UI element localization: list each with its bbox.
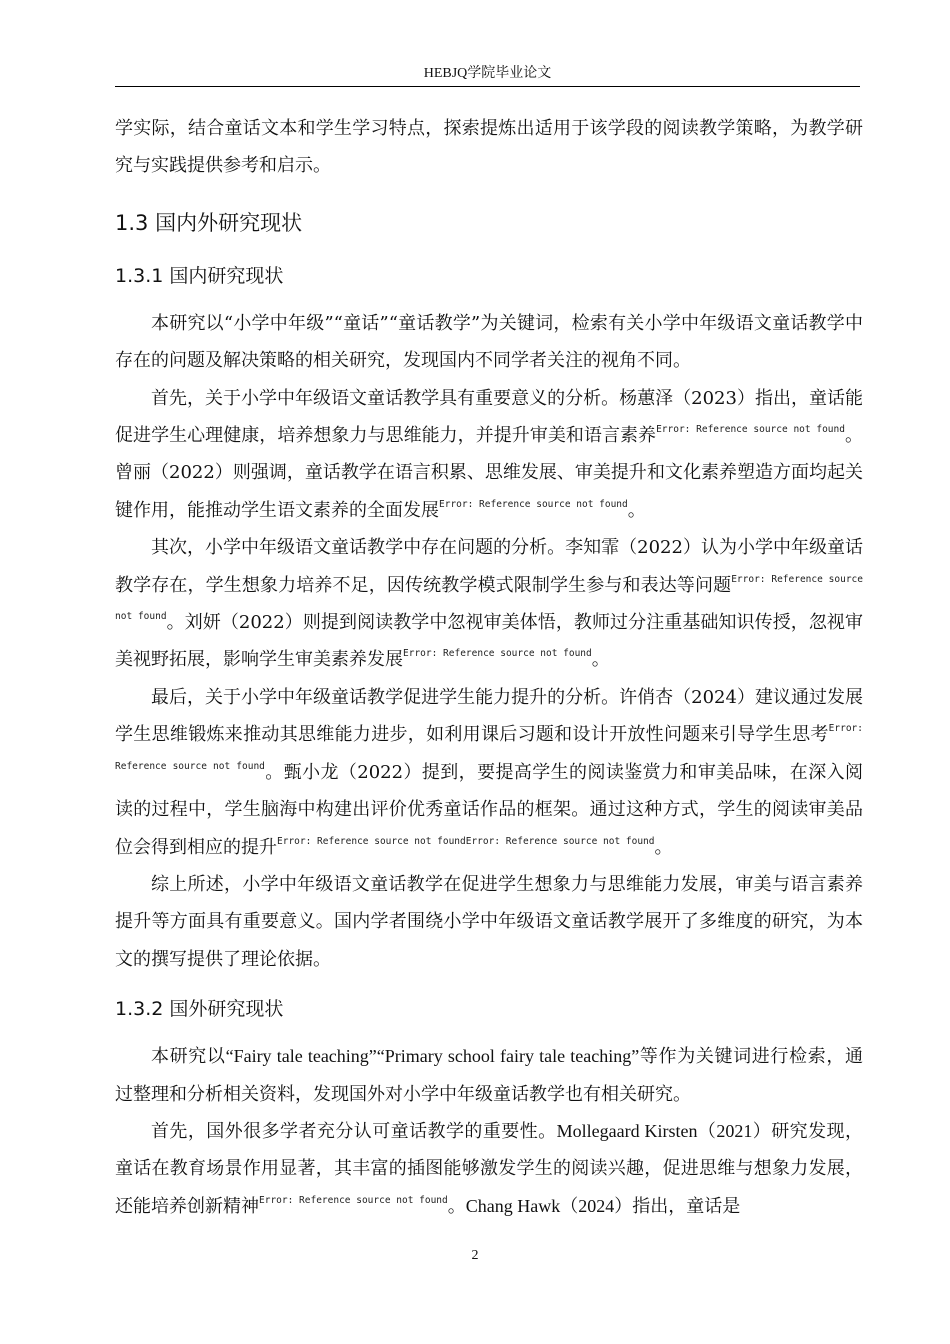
- section-heading-1-3-2: 1.3.2 国外研究现状: [115, 998, 284, 1021]
- reference-error[interactable]: Error: Reference source not found: [439, 498, 628, 510]
- paragraph-text: 。甄小龙（2022）提到，要提高学生的阅读鉴赏力和审美品味，在深入阅读的过程中，学生脑海中构建出评价优秀童话作品的框架。通过这种方式，学生的阅读审美品位会得到相应的提升: [115, 761, 863, 858]
- paragraph-text: 。: [627, 499, 646, 521]
- paragraph: [115, 679, 863, 866]
- paragraph: [115, 529, 863, 679]
- paragraph-text: 最后，关于小学中年级童话教学促进学生能力提升的分析。许俏杏（2024）建议通过发展学生思维锻炼来推动其思维能力进步，如利用课后习题和设计开放性问题来引导学生思考: [115, 686, 863, 746]
- section-heading-1-3: 1.3 国内外研究现状: [115, 210, 303, 235]
- paragraph: 本研究以“Fairy tale teaching”“Primary school fairy tale teaching”等作为关键词进行检索，通过整理和分析相关资料，发现国外对小学中年级童话教学也有相关研究。: [115, 1046, 863, 1104]
- paragraph-text: 。曾丽（2022）则强调，童话教学在语言积累、思维发展、审美提升和文化素养塑造方面均起关键作用，能推动学生语文素养的全面发展: [115, 425, 864, 521]
- running-header: HEBJQ学院毕业论文: [423, 66, 552, 81]
- reference-error[interactable]: Error: Reference source not found: [403, 648, 592, 660]
- reference-error-double[interactable]: Error: Reference source not foundError: Reference source not found: [277, 835, 655, 847]
- paragraph-text: 。: [591, 649, 610, 671]
- paragraph-text: 首先，关于小学中年级语文童话教学具有重要意义的分析。杨蕙泽（2023）指出，童话能促进学生心理健康，培养想象力与思维能力，并提升审美和语言素养: [115, 387, 863, 447]
- header-divider: [115, 86, 860, 87]
- paragraph: 学实际，结合童话文本和学生学习特点，探索提炼出适用于该学段的阅读教学策略，为教学研究与实践提供参考和启示。: [115, 118, 863, 177]
- page-number: 2: [471, 1248, 479, 1263]
- reference-error[interactable]: Error: Reference source not found: [656, 424, 845, 436]
- section-heading-1-3-1: 1.3.1 国内研究现状: [115, 264, 284, 287]
- paragraph-text: 其次，小学中年级语文童话教学中存在问题的分析。李知霏（2022）认为小学中年级童话教学存在，学生想象力培养不足，因传统教学模式限制学生参与和表达等问题: [115, 537, 863, 596]
- paragraph-text: 。刘妍（2022）则提到阅读教学中忽视审美体悟，教师过分注重基础知识传授，忽视审美视野拓展，影响学生审美素养发展: [115, 612, 863, 671]
- paragraph-text: 。: [654, 836, 673, 858]
- reference-error[interactable]: Error: Reference source not found: [115, 723, 863, 772]
- paragraph: [115, 380, 863, 530]
- paragraph-text: 。Chang Hawk（2024）指出，童话是: [447, 1195, 741, 1216]
- paragraph: [115, 1113, 863, 1225]
- reference-error[interactable]: Error: Reference source not found: [259, 1194, 448, 1206]
- reference-error[interactable]: Error: Reference source not found: [115, 573, 863, 623]
- document-body: [115, 110, 863, 1225]
- paragraph-text: 首先，国外很多学者充分认可童话教学的重要性。Mollegaard Kirsten（2021）研究发现，童话在教育场景作用显著，其丰富的插图能够激发学生的阅读兴趣，促进思维与想象力发展，还能培养创新精神: [115, 1120, 863, 1216]
- paragraph: 综上所述，小学中年级语文童话教学在促进学生想象力与思维能力发展，审美与语言素养提升等方面具有重要意义。国内学者围绕小学中年级语文童话教学展开了多维度的研究，为本文的撰写提供了理论依据。: [115, 873, 863, 970]
- paragraph: 本研究以“小学中年级”“童话”“童话教学”为关键词，检索有关小学中年级语文童话教学中存在的问题及解决策略的相关研究，发现国内不同学者关注的视角不同。: [115, 312, 863, 372]
